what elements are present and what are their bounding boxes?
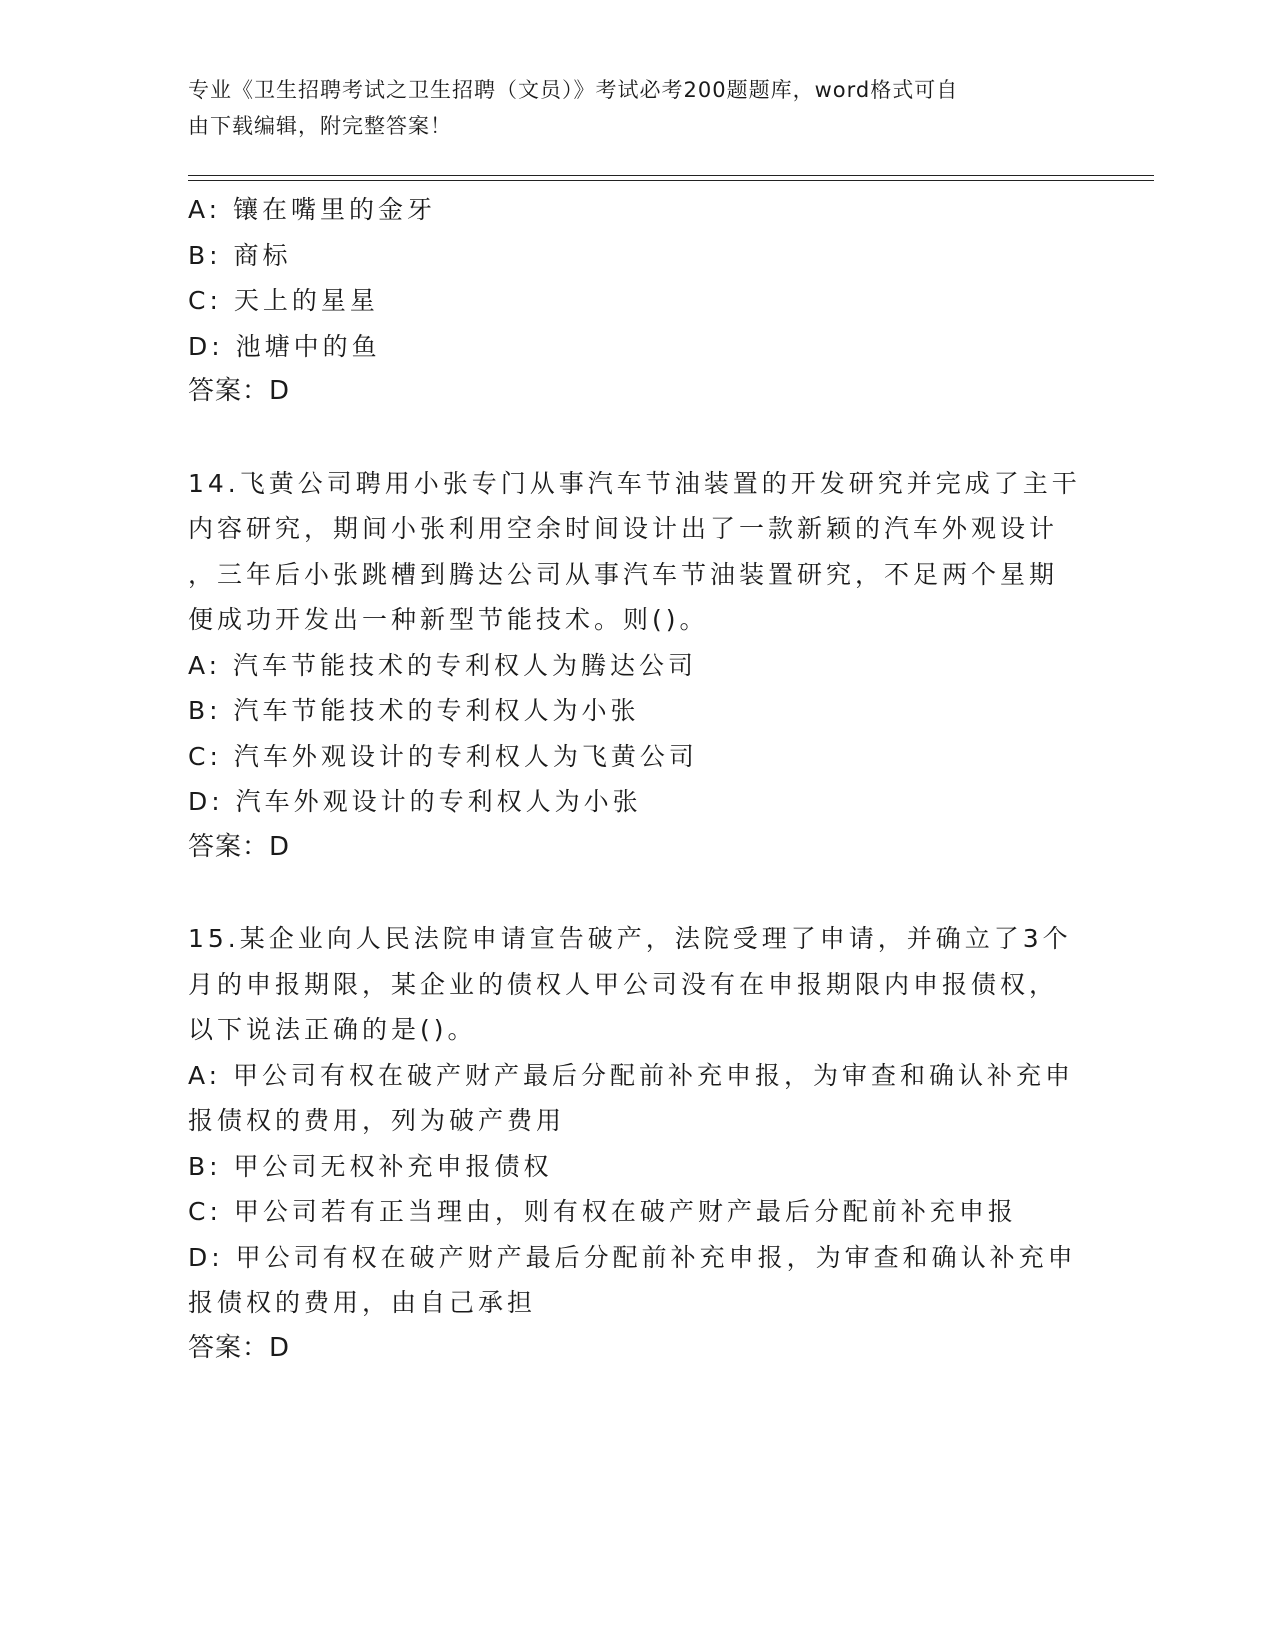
question-stem-line: 15.某企业向人民法院申请宣告破产，法院受理了申请，并确立了3个: [188, 924, 1072, 953]
option-a: A: 镶在嘴里的金牙: [188, 195, 437, 224]
question-stem-line: 月的申报期限，某企业的债权人甲公司没有在申报期限内申报债权，: [188, 969, 1059, 999]
question-13: [188, 187, 1078, 415]
option-c: C: 甲公司若有正当理由，则有权在破产财产最后分配前补充申报: [188, 1197, 1017, 1226]
question-stem-line: 便成功开发出一种新型节能技术。则()。: [188, 605, 709, 634]
answer: 答案：D: [188, 831, 291, 862]
option-d-line-1: D: 甲公司有权在破产财产最后分配前补充申报，为审查和确认补充申: [188, 1242, 1077, 1272]
answer: 答案：D: [188, 376, 291, 406]
spacer: [188, 870, 1078, 916]
question-15: [188, 916, 1078, 1371]
option-a-line-1: A: 甲公司有权在破产财产最后分配前补充申报，为审查和确认补充申: [188, 1060, 1075, 1090]
spacer: [188, 415, 1078, 461]
option-d: D: 汽车外观设计的专利权人为小张: [188, 787, 642, 816]
option-c: C: 天上的星星: [188, 286, 379, 315]
question-stem-line: ，三年后小张跳槽到腾达公司从事汽车节油装置研究，不足两个星期: [188, 559, 1059, 589]
option-d: D: 池塘中的鱼: [188, 331, 381, 361]
option-a-line-2: 报债权的费用，列为破产费用: [188, 1106, 566, 1135]
option-a: A: 汽车节能技术的专利权人为腾达公司: [188, 650, 698, 680]
option-d-line-2: 报债权的费用，由自己承担: [188, 1288, 537, 1317]
option-c: C: 汽车外观设计的专利权人为飞黄公司: [188, 741, 698, 771]
option-b: B: 商标: [188, 240, 292, 270]
option-b: B: 汽车节能技术的专利权人为小张: [188, 696, 640, 725]
header-line-2: 由下载编辑，附完整答案！: [188, 114, 452, 138]
question-stem-line: 14.飞黄公司聘用小张专门从事汽车节油装置的开发研究并完成了主干: [188, 468, 1081, 498]
answer: 答案：D: [188, 1332, 291, 1363]
question-stem-line: 以下说法正确的是()。: [188, 1015, 477, 1044]
option-b: B: 甲公司无权补充申报债权: [188, 1151, 553, 1181]
document-header: [188, 72, 1068, 144]
document-content: [188, 187, 1081, 1371]
header-rule-bottom: [188, 180, 1154, 181]
question-stem-line: 内容研究，期间小张利用空余时间设计出了一款新颖的汽车外观设计: [188, 514, 1059, 543]
question-14: [188, 461, 1081, 871]
header-line-1: 专业《卫生招聘考试之卫生招聘（文员）》考试必考200题题库，word格式可自: [188, 78, 959, 102]
header-rule-top: [188, 175, 1154, 176]
